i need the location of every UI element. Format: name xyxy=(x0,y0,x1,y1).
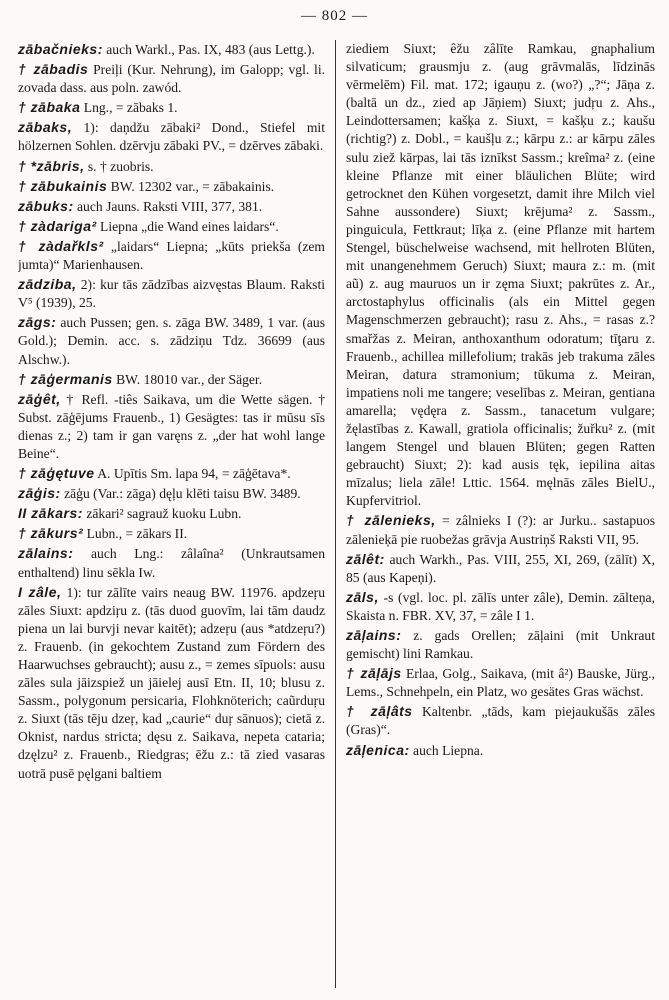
dictionary-entry xyxy=(346,511,655,548)
dictionary-entry xyxy=(346,702,655,739)
entry-text: Erlaa, Golg., Saikava, (mit â²) Bauske, Jürg., Lems., Schnehpeln, ein Platz, wo gesätes Gras wächst. xyxy=(346,666,655,700)
entry-headword: † zāļājs xyxy=(346,665,402,682)
entry-headword: zāģis: xyxy=(18,485,61,502)
entry-headword: zāgs: xyxy=(18,314,57,331)
entry-headword: zāģêt, xyxy=(18,390,61,407)
entry-text: Preiļi (Kur. Nehrung), im Galopp; vgl. li. zovada dass. aus poln. zawód. xyxy=(18,62,325,96)
dictionary-entry xyxy=(346,626,655,663)
dictionary-entry xyxy=(18,60,325,97)
entry-text: 1): tur zālīte vairs neaug BW. 11976. apdzeŗu zāles Siuxt: apdziŗu z. (tās duod guovīm, lai tām daudz piena un lai burvji nevar kaitēt); adzeŗu (aus *atdzeŗu?) z. Frauenb. (in gekochtem Zustand zum Fördern des Haarwuchses gebraucht); ausu z., = zemes sīpuols: ausu zāles sula jāizspiež un jāielej ausī Etn. II, 10; blusu z. Sassm., polygonum persicaria, Flohknöterich; caũrduŗu z. Siuxt (tās tēju dzeŗ, kad „caurie“ duŗ sānuos); cietā z. Oknist, nardus stricta; dęsu z. Saikava, nepeta cataria; dzęlzu² z. Frauenb., Riedgras; ēžu z.: tā zied vasaras uotrā pusē pęlgani baltiem xyxy=(18,584,325,781)
entry-headword: zāļains: xyxy=(346,627,402,643)
entry-headword: † zàdařkls² xyxy=(18,237,104,254)
entry-headword: † zālenieks, xyxy=(346,512,436,529)
entry-text: † Refl. -tiês Saikava, um die Wette sägen. † Subst. zāģējums Frauenb., 1) Gesägtes: tas ir mūsu sīs dienas z.; 2) tam ir gan varęns z. „der hat wohl lange Beine“. xyxy=(18,391,325,461)
dictionary-entry xyxy=(18,40,325,59)
entry-text: Kaltenbr. „tāds, kam piejaukušās zāles (Gras)“. xyxy=(346,704,655,738)
dictionary-entry xyxy=(346,550,655,587)
entry-text: BW. 12302 var., = zābakainis. xyxy=(107,178,275,194)
entry-text: z. gads Orellen; zāļaini (mit Unkraut gemischt) lini Ramkau. xyxy=(346,628,655,662)
entry-text: auch Jauns. Raksti VIII, 377, 381. xyxy=(73,198,263,214)
entry-headword: zālains: xyxy=(18,545,74,562)
entry-text: s. † zuobris. xyxy=(84,158,154,174)
dictionary-entry xyxy=(18,217,325,236)
entry-headword: † zāģermanis xyxy=(18,370,113,387)
entry-headword: † zābukainis xyxy=(18,177,108,194)
column-divider xyxy=(335,40,336,988)
dictionary-entry xyxy=(18,98,325,117)
entry-text: 2): kur tās zādzības aizvęstas Blaum. Raksti V⁵ (1939), 25. xyxy=(18,277,325,311)
dictionary-entry xyxy=(18,197,325,216)
dictionary-entry xyxy=(18,464,325,483)
entry-text: auch Lng.: zâlaîna² (Unkrautsamen enthaltend) linu sēkla Iw. xyxy=(18,546,325,580)
dictionary-entry xyxy=(18,583,325,783)
entry-headword: † *zābris, xyxy=(18,157,85,174)
entry-text: 1): daņdžu zābaki² Dond., Stiefel mit hölzernen Sohlen. dzērvju zābaki PV., = dzērves zābaki. xyxy=(18,120,325,154)
dictionary-entry xyxy=(346,741,655,760)
entry-headword: zābačnieks: xyxy=(18,41,103,57)
entry-headword: † zābaka xyxy=(18,99,81,116)
dictionary-entry xyxy=(346,664,655,701)
entry-headword: zādziba, xyxy=(18,276,77,293)
entry-text: BW. 18010 var., der Säger. xyxy=(112,371,263,387)
entry-headword: zāls, xyxy=(346,588,379,605)
dictionary-entry xyxy=(18,504,325,523)
dictionary-entry xyxy=(18,313,325,368)
page-number: — 802 — xyxy=(301,8,368,24)
dictionary-entry xyxy=(18,484,325,503)
dictionary-entry xyxy=(18,237,325,274)
entry-headword: zālêt: xyxy=(346,550,385,567)
dictionary-entry xyxy=(18,157,325,176)
dictionary-entry xyxy=(18,275,325,312)
entry-text: zāģu (Var.: zāga) dęļu klēti taisu BW. 3489. xyxy=(60,486,301,502)
entry-text: auch Warkl., Pas. IX, 483 (aus Lettg.). xyxy=(102,42,315,57)
entry-text: ziediem Siuxt; êžu zâlīte Ramkau, gnaphalium silvaticum; grausmju z. (aug grāvmalās, līdzinās vērmelēm) Fil. mat. 172; igauņu z. (wo?) „?“; Jāņa z. (baltā un dz., zied ap Jāņiem) Siuxt; judŗu z. Ahs., Leindottersamen; kašķa z. Siuxt, = kašķu z.; kaušu (richtig?) z. Dobl., = kaušļu z.; kārpu z.: ar kārpu zāles sulu ziež kārpas, lai tās iznīkst Sassm.; kreîma² z. (eine kleine Pflanze mit einer bläulichen Blüte; wird getrocknet den Kühen vorgesetzt, damit ihre Milch viel Sahne aussondere) Siuxt; krējuma² z. Sassm., pinguicula, Fettkraut; līķa z. (eine Pflanze mit hartem Stengel, büschelweise wachsend, mit hellroten Blüten, mit unangenehmem Geruch) Siuxt; maura z.: m. (mit aũ) z. aug mauruos un ir zęma Siuxt; pakrūtes z. Ar., arctostaphylus officinalis (als ein Mittel gegen Magenschmerzen gebraucht); rasu z. Ahs., = rasas z.? smařžas z. Meiran, anthoxanthum odoratum; tīţaru z. Frauenb., achillea millefolium; trakās jeb trakuma zāles Meiran, datura stramonium; tūkuma z. Meiran, impatiens noli me tangere; veselības z. Meiran, gentiana amarella; vędęra z. Sassm., tanacetum vulgare; žęlastības z. Kawall, gratiola officinalis; žuřku² z. (mit langem Stengel und blauen Blüten; gegen Ratten gebraucht) Siuxt; 2): kad ausis tęk, iepilina aitas mīzalus; liela zāle! Lttic. 1564. męlnās zāles BielU., Kupfervitriol. xyxy=(346,41,655,509)
entry-text: auch Pussen; gen. s. zāga BW. 3489, 1 var. (aus Gold.); Demin. acc. s. zādziņu Tdz. 36699 (aus Alschw.). xyxy=(18,315,325,367)
entry-headword: II zākars: xyxy=(18,505,83,522)
dictionary-entry xyxy=(18,544,325,581)
entry-text: Liepna „die Wand eines laidars“. xyxy=(96,218,279,234)
entry-text: Lng., = zābaks 1. xyxy=(80,100,178,116)
entry-text: zākari² sagrauž kuoku Lubn. xyxy=(82,506,242,522)
entry-text: = zâlnieks I (?): ar Jurku.. sastapuos zālenieķā pie ruobežas grāvja Austriņš Raksti VII, 95. xyxy=(346,513,655,547)
right-column xyxy=(346,40,655,994)
entry-text: A. Upītis Sm. lapa 94, = zāģētava*. xyxy=(94,466,291,482)
entry-headword: † zāģętuve xyxy=(18,465,95,482)
entry-headword: zābaks, xyxy=(18,119,73,136)
dictionary-entry xyxy=(18,524,325,543)
entry-text: auch Warkh., Pas. VIII, 255, XI, 269, (zālīt) X, 85 (aus Kapeņi). xyxy=(346,551,655,585)
dictionary-entry xyxy=(346,40,655,510)
dictionary-entry xyxy=(18,177,325,196)
dictionary-entry xyxy=(18,370,325,389)
entry-text: Lubn., = zākars II. xyxy=(83,526,188,542)
entry-headword: † zākurs² xyxy=(18,525,84,542)
entry-headword: zāļenica: xyxy=(346,741,410,758)
dictionary-entry xyxy=(18,118,325,155)
entry-text: „laidars“ Liepna; „kūts priekša (zem jumta)“ Marienhausen. xyxy=(18,238,325,273)
entry-text: -s (vgl. loc. pl. zālīs unter zâle), Demin. zālteņa, Skaista n. FBR. XV, 37, = zâle I 1. xyxy=(346,589,655,623)
entry-headword: † zāļâts xyxy=(346,703,413,720)
entry-headword: † zàdariga² xyxy=(18,217,97,234)
entry-headword: I zâle, xyxy=(18,583,62,600)
left-column xyxy=(18,40,325,994)
dictionary-entry xyxy=(346,588,655,625)
entry-text: auch Liepna. xyxy=(409,742,484,758)
entry-headword: zābuks: xyxy=(18,197,74,214)
entry-headword: † zābadis xyxy=(18,61,89,78)
dictionary-entry xyxy=(18,390,325,463)
